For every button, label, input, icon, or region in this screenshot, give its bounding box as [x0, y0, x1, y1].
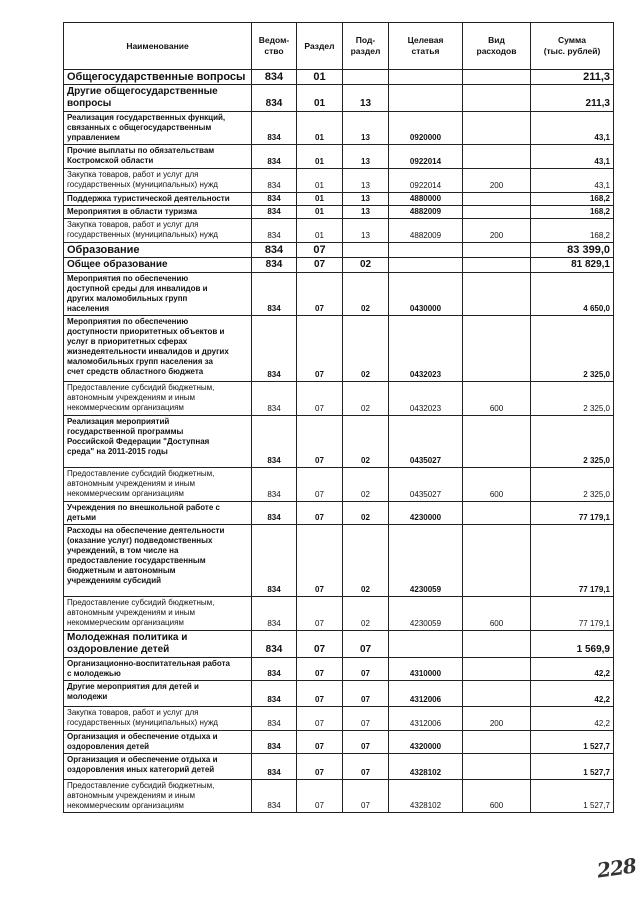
- cell-name: Общее образование: [64, 258, 252, 273]
- cell-section: 01: [297, 193, 343, 206]
- cell-target: 4312006: [389, 681, 463, 707]
- cell-target: 4882009: [389, 219, 463, 243]
- cell-subsection: 13: [343, 219, 389, 243]
- cell-amount: 81 829,1: [531, 258, 614, 273]
- cell-section: 01: [297, 112, 343, 145]
- cell-subsection: 13: [343, 169, 389, 193]
- table-row: [64, 731, 614, 754]
- cell-name: Реализация государственных функций, связанных с общегосударственным управлением: [64, 112, 252, 145]
- cell-target: 0435027: [389, 416, 463, 468]
- cell-name: Организационно-воспитательная работа с молодежью: [64, 658, 252, 681]
- cell-name: Другие мероприятия для детей и молодежи: [64, 681, 252, 707]
- cell-target: 4312006: [389, 707, 463, 731]
- cell-amount: 2 325,0: [531, 382, 614, 416]
- cell-expense: [463, 754, 531, 780]
- table-row: [64, 169, 614, 193]
- cell-expense: [463, 206, 531, 219]
- cell-name: Поддержка туристической деятельности: [64, 193, 252, 206]
- col-header-amount: Сумма (тыс. рублей): [531, 23, 614, 70]
- cell-expense: [463, 273, 531, 316]
- cell-name: Закупка товаров, работ и услуг для государственных (муниципальных) нужд: [64, 707, 252, 731]
- cell-name: Общегосударственные вопросы: [64, 70, 252, 85]
- cell-amount: 43,1: [531, 169, 614, 193]
- cell-dept: 834: [252, 145, 297, 169]
- cell-amount: 2 325,0: [531, 316, 614, 382]
- cell-name: Мероприятия в области туризма: [64, 206, 252, 219]
- table-row: [64, 243, 614, 258]
- header-row: [64, 23, 614, 70]
- cell-expense: 600: [463, 597, 531, 631]
- table-row: [64, 681, 614, 707]
- cell-expense: [463, 416, 531, 468]
- cell-subsection: 13: [343, 145, 389, 169]
- cell-dept: 834: [252, 169, 297, 193]
- cell-target: [389, 631, 463, 658]
- cell-subsection: 07: [343, 780, 389, 813]
- cell-section: 07: [297, 316, 343, 382]
- cell-subsection: [343, 70, 389, 85]
- cell-subsection: 02: [343, 468, 389, 502]
- cell-amount: 4 650,0: [531, 273, 614, 316]
- cell-section: 07: [297, 382, 343, 416]
- cell-target: 0920000: [389, 112, 463, 145]
- cell-name: Молодежная политика и оздоровление детей: [64, 631, 252, 658]
- cell-name: Мероприятия по обеспечению доступности приоритетных объектов и услуг в приоритетных сферах жизнедеятельности инвалидов и других маломобильных групп населения за счет средств областного бюджета: [64, 316, 252, 382]
- cell-expense: [463, 243, 531, 258]
- cell-amount: 168,2: [531, 206, 614, 219]
- cell-dept: 834: [252, 525, 297, 597]
- table-row: [64, 85, 614, 112]
- cell-amount: 77 179,1: [531, 525, 614, 597]
- col-header-expense: Вид расходов: [463, 23, 531, 70]
- cell-amount: 168,2: [531, 219, 614, 243]
- cell-subsection: 13: [343, 85, 389, 112]
- cell-amount: 2 325,0: [531, 416, 614, 468]
- cell-expense: 600: [463, 382, 531, 416]
- cell-section: 07: [297, 273, 343, 316]
- cell-subsection: 02: [343, 273, 389, 316]
- cell-target: [389, 243, 463, 258]
- cell-expense: [463, 70, 531, 85]
- table-row: [64, 631, 614, 658]
- cell-subsection: [343, 243, 389, 258]
- cell-dept: 834: [252, 85, 297, 112]
- cell-section: 01: [297, 85, 343, 112]
- cell-expense: [463, 731, 531, 754]
- cell-section: 07: [297, 780, 343, 813]
- cell-section: 01: [297, 70, 343, 85]
- cell-name: Организация и обеспечение отдыха и оздоровления детей: [64, 731, 252, 754]
- cell-target: 0922014: [389, 169, 463, 193]
- cell-target: 4880000: [389, 193, 463, 206]
- cell-expense: 600: [463, 780, 531, 813]
- cell-target: 0435027: [389, 468, 463, 502]
- cell-subsection: 07: [343, 754, 389, 780]
- cell-section: 07: [297, 707, 343, 731]
- cell-amount: 2 325,0: [531, 468, 614, 502]
- cell-dept: 834: [252, 112, 297, 145]
- cell-expense: [463, 112, 531, 145]
- cell-name: Образование: [64, 243, 252, 258]
- cell-name: Предоставление субсидий бюджетным, автономным учреждениям и иным некоммерческим организациям: [64, 468, 252, 502]
- table-row: [64, 112, 614, 145]
- cell-dept: 834: [252, 70, 297, 85]
- cell-amount: 43,1: [531, 145, 614, 169]
- cell-target: [389, 70, 463, 85]
- cell-expense: 200: [463, 219, 531, 243]
- cell-amount: 83 399,0: [531, 243, 614, 258]
- cell-subsection: 13: [343, 193, 389, 206]
- cell-dept: 834: [252, 416, 297, 468]
- cell-amount: 42,2: [531, 707, 614, 731]
- table-row: [64, 525, 614, 597]
- budget-rows: [64, 70, 614, 813]
- table-row: [64, 416, 614, 468]
- cell-target: 0922014: [389, 145, 463, 169]
- table-row: [64, 258, 614, 273]
- cell-amount: 77 179,1: [531, 597, 614, 631]
- cell-subsection: 07: [343, 707, 389, 731]
- cell-amount: 1 527,7: [531, 780, 614, 813]
- cell-target: 4230059: [389, 525, 463, 597]
- cell-expense: 600: [463, 468, 531, 502]
- cell-subsection: 07: [343, 681, 389, 707]
- cell-subsection: 13: [343, 112, 389, 145]
- table-row: [64, 145, 614, 169]
- cell-subsection: 02: [343, 502, 389, 525]
- table-row: [64, 193, 614, 206]
- table-row: [64, 273, 614, 316]
- cell-name: Реализация мероприятий государственной программы Российской Федерации "Доступная среда" на 2011-2015 годы: [64, 416, 252, 468]
- cell-subsection: 02: [343, 258, 389, 273]
- cell-name: Закупка товаров, работ и услуг для государственных (муниципальных) нужд: [64, 169, 252, 193]
- cell-section: 07: [297, 243, 343, 258]
- cell-expense: [463, 525, 531, 597]
- cell-section: 07: [297, 416, 343, 468]
- cell-name: Мероприятия по обеспечению доступной среды для инвалидов и других маломобильных групп населения: [64, 273, 252, 316]
- cell-target: 0432023: [389, 382, 463, 416]
- cell-dept: 834: [252, 754, 297, 780]
- cell-dept: 834: [252, 273, 297, 316]
- cell-dept: 834: [252, 631, 297, 658]
- cell-subsection: 07: [343, 731, 389, 754]
- col-header-section: Раздел: [297, 23, 343, 70]
- table-row: [64, 70, 614, 85]
- cell-target: [389, 258, 463, 273]
- cell-section: 07: [297, 631, 343, 658]
- cell-name: Предоставление субсидий бюджетным, автономным учреждениям и иным некоммерческим организациям: [64, 597, 252, 631]
- cell-expense: [463, 658, 531, 681]
- cell-amount: 77 179,1: [531, 502, 614, 525]
- col-header-target: Целевая статья: [389, 23, 463, 70]
- cell-section: 01: [297, 206, 343, 219]
- table-row: [64, 707, 614, 731]
- cell-target: 0432023: [389, 316, 463, 382]
- col-header-dept: Ведом- ство: [252, 23, 297, 70]
- cell-section: 07: [297, 258, 343, 273]
- cell-section: 07: [297, 597, 343, 631]
- cell-dept: 834: [252, 206, 297, 219]
- cell-dept: 834: [252, 468, 297, 502]
- cell-section: 01: [297, 169, 343, 193]
- cell-expense: [463, 502, 531, 525]
- table-row: [64, 468, 614, 502]
- table-row: [64, 219, 614, 243]
- cell-target: 4310000: [389, 658, 463, 681]
- cell-dept: 834: [252, 258, 297, 273]
- cell-section: 07: [297, 502, 343, 525]
- cell-name: Предоставление субсидий бюджетным, автономным учреждениям и иным некоммерческим организациям: [64, 382, 252, 416]
- cell-expense: [463, 145, 531, 169]
- cell-target: 0430000: [389, 273, 463, 316]
- cell-section: 07: [297, 658, 343, 681]
- table-row: [64, 382, 614, 416]
- cell-section: 01: [297, 145, 343, 169]
- cell-name: Закупка товаров, работ и услуг для государственных (муниципальных) нужд: [64, 219, 252, 243]
- cell-name: Организация и обеспечение отдыха и оздоровления иных категорий детей: [64, 754, 252, 780]
- cell-dept: 834: [252, 316, 297, 382]
- cell-expense: [463, 631, 531, 658]
- cell-dept: 834: [252, 502, 297, 525]
- table-row: [64, 658, 614, 681]
- cell-name: Прочие выплаты по обязательствам Костромской области: [64, 145, 252, 169]
- cell-expense: [463, 85, 531, 112]
- cell-dept: 834: [252, 219, 297, 243]
- cell-dept: 834: [252, 707, 297, 731]
- cell-dept: 834: [252, 731, 297, 754]
- cell-amount: 211,3: [531, 85, 614, 112]
- cell-expense: 200: [463, 169, 531, 193]
- cell-dept: 834: [252, 193, 297, 206]
- cell-expense: [463, 258, 531, 273]
- cell-subsection: 02: [343, 525, 389, 597]
- cell-section: 07: [297, 468, 343, 502]
- cell-subsection: 02: [343, 382, 389, 416]
- cell-target: [389, 85, 463, 112]
- cell-amount: 1 527,7: [531, 754, 614, 780]
- cell-target: 4320000: [389, 731, 463, 754]
- cell-subsection: 02: [343, 416, 389, 468]
- cell-name: Учреждения по внешкольной работе с детьми: [64, 502, 252, 525]
- cell-name: Расходы на обеспечение деятельности (оказание услуг) подведомственных учреждений, в том числе на предоставление государственным бюджетным и автономным учреждениям субсидий: [64, 525, 252, 597]
- table-row: [64, 754, 614, 780]
- cell-expense: [463, 316, 531, 382]
- cell-amount: 42,2: [531, 658, 614, 681]
- cell-target: 4328102: [389, 754, 463, 780]
- cell-name: Другие общегосударственные вопросы: [64, 85, 252, 112]
- cell-section: 07: [297, 754, 343, 780]
- cell-section: 07: [297, 525, 343, 597]
- cell-dept: 834: [252, 681, 297, 707]
- cell-subsection: 02: [343, 597, 389, 631]
- cell-dept: 834: [252, 597, 297, 631]
- page-number: 228: [595, 853, 638, 883]
- cell-amount: 211,3: [531, 70, 614, 85]
- cell-amount: 42,2: [531, 681, 614, 707]
- table-row: [64, 780, 614, 813]
- cell-amount: 43,1: [531, 112, 614, 145]
- cell-dept: 834: [252, 382, 297, 416]
- cell-expense: 200: [463, 707, 531, 731]
- cell-amount: 168,2: [531, 193, 614, 206]
- table-row: [64, 316, 614, 382]
- cell-expense: [463, 681, 531, 707]
- cell-subsection: 02: [343, 316, 389, 382]
- cell-dept: 834: [252, 658, 297, 681]
- cell-target: 4328102: [389, 780, 463, 813]
- cell-subsection: 07: [343, 658, 389, 681]
- cell-target: 4230000: [389, 502, 463, 525]
- cell-amount: 1 527,7: [531, 731, 614, 754]
- cell-target: 4230059: [389, 597, 463, 631]
- budget-table: [63, 22, 614, 813]
- cell-dept: 834: [252, 780, 297, 813]
- cell-section: 01: [297, 219, 343, 243]
- cell-dept: 834: [252, 243, 297, 258]
- col-header-name: Наименование: [64, 23, 252, 70]
- col-header-subsection: Под- раздел: [343, 23, 389, 70]
- table-row: [64, 597, 614, 631]
- cell-target: 4882009: [389, 206, 463, 219]
- cell-section: 07: [297, 731, 343, 754]
- table-row: [64, 502, 614, 525]
- table-row: [64, 206, 614, 219]
- cell-expense: [463, 193, 531, 206]
- cell-name: Предоставление субсидий бюджетным, автономным учреждениям и иным некоммерческим организациям: [64, 780, 252, 813]
- cell-section: 07: [297, 681, 343, 707]
- cell-subsection: 07: [343, 631, 389, 658]
- cell-subsection: 13: [343, 206, 389, 219]
- cell-amount: 1 569,9: [531, 631, 614, 658]
